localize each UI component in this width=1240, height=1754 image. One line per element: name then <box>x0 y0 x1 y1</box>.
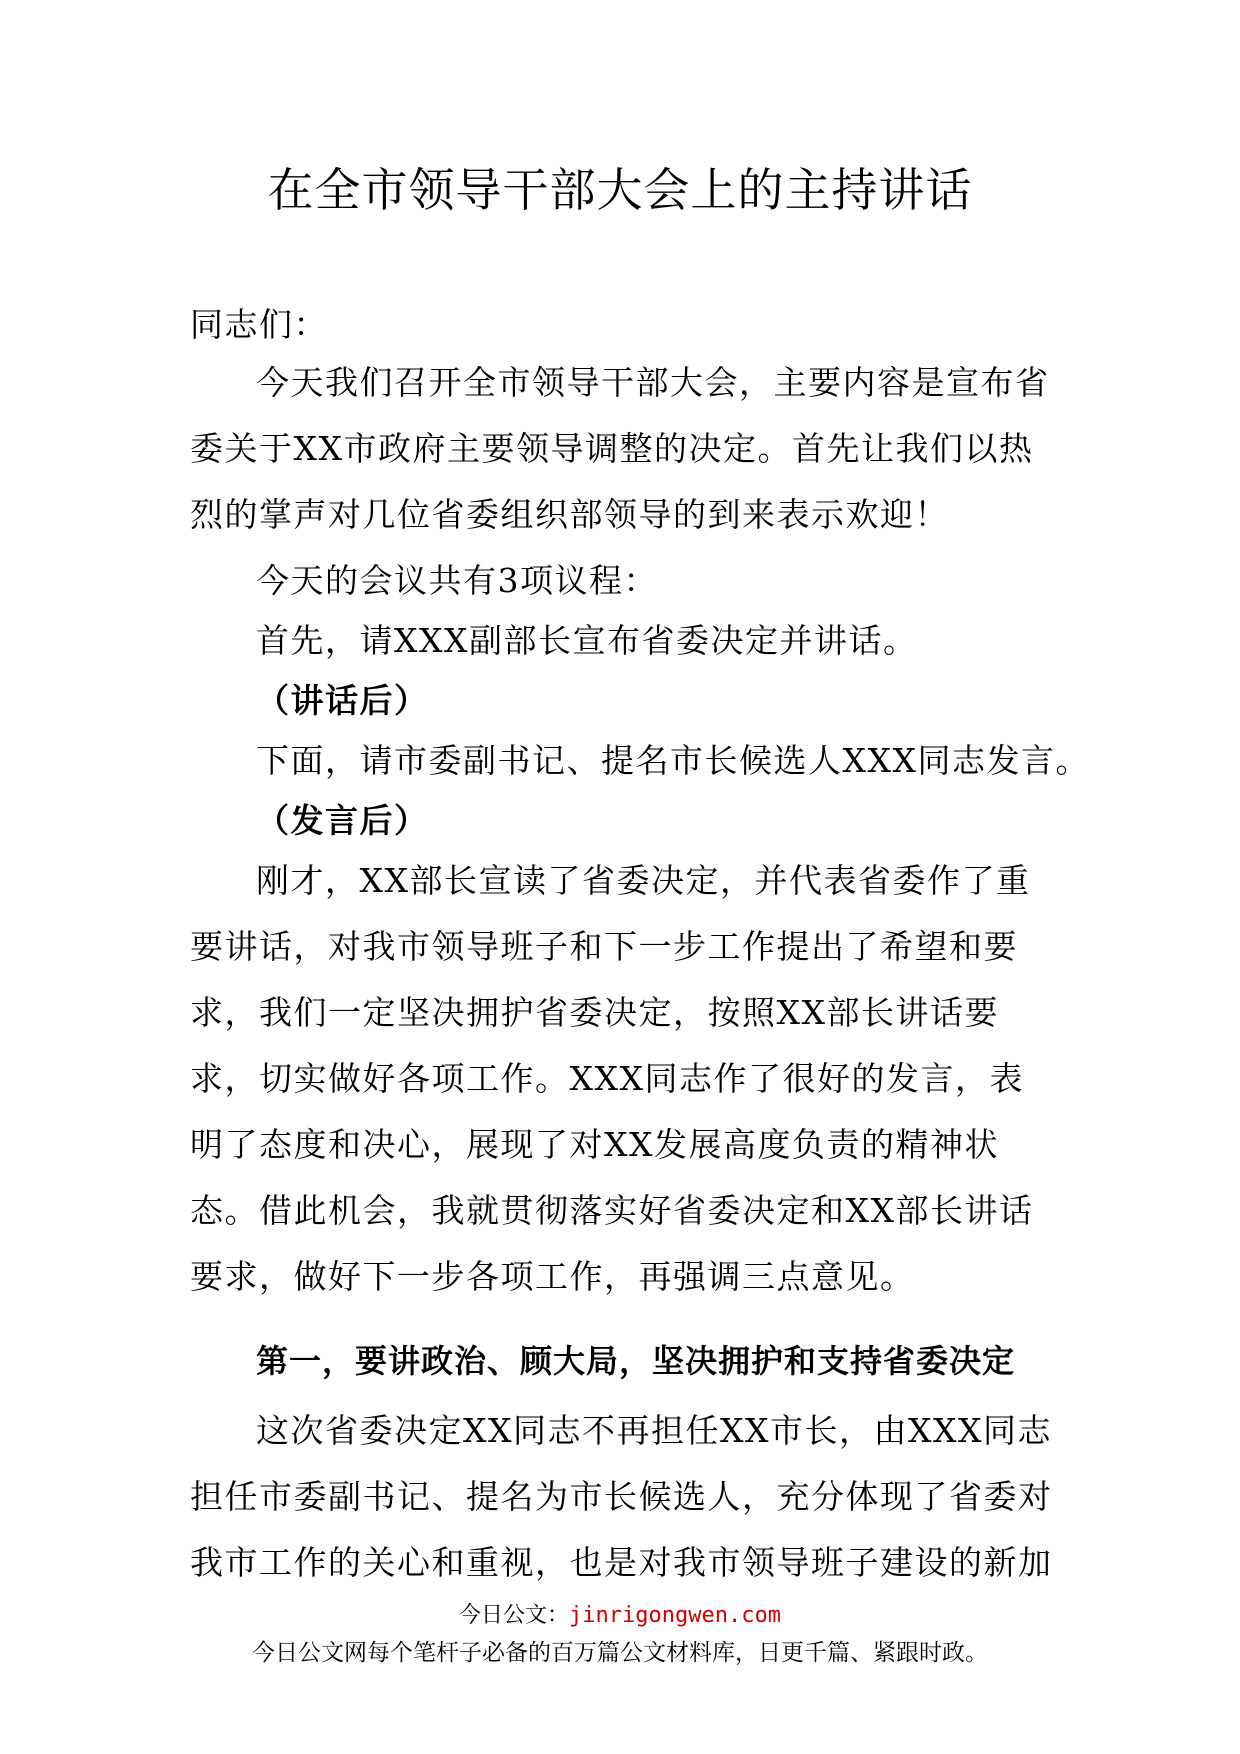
section-heading-1: 第一，要讲政治、顾大局，坚决拥护和支持省委决定 <box>256 1342 1016 1380</box>
agenda-intro: 今天的会议共有3项议程： <box>256 561 658 600</box>
agenda-item-2: 下面，请市委副书记、提名市长候选人XXX同志发言。 <box>256 741 1090 780</box>
agenda-item-1: 首先，请XXX副部长宣布省委决定并讲话。 <box>256 621 918 660</box>
footer-slogan: 今日公文网每个笔杆子必备的百万篇公文材料库，日更千篇、紧跟时政。 <box>252 1640 988 1666</box>
paragraph-section-1: 这次省委决定XX同志不再担任XX市长，由XXX同志担任市委副书记、提名为市长候选人，充分体现了省委对我市工作的关心和重视，也是对我市领导班子建设的新加 <box>190 1411 1053 1582</box>
footer-site <box>0 1598 1240 1629</box>
paragraph-summary: 刚才，XX部长宣读了省委决定，并代表省委作了重要讲话，对我市领导班子和下一步工作提出了希望和要求，我们一定坚决拥护省委决定，按照XX部长讲话要求，切实做好各项工作。XXX同志作了很好的发言，表明了态度和决心，展现了对XX发展高度负责的精神状态。借此机会，我就贯彻落实好省委决定和XX部长讲话要求，做好下一步各项工作，再强调三点意见。 <box>190 861 1034 1296</box>
footer-site-link[interactable]: jinrigongwen.com <box>569 1603 781 1628</box>
document-title: 在全市领导干部大会上的主持讲话 <box>267 163 973 217</box>
paragraph-opening: 今天我们召开全市领导干部大会，主要内容是宣布省委关于XX市政府主要领导调整的决定。首先让我们以热烈的掌声对几位省委组织部领导的到来表示欢迎！ <box>190 363 1050 534</box>
footer-site-label: 今日公文： <box>459 1603 570 1628</box>
note-after-speech: （讲话后） <box>256 681 429 720</box>
salutation: 同志们： <box>190 305 328 344</box>
note-after-statement: （发言后） <box>256 801 429 840</box>
